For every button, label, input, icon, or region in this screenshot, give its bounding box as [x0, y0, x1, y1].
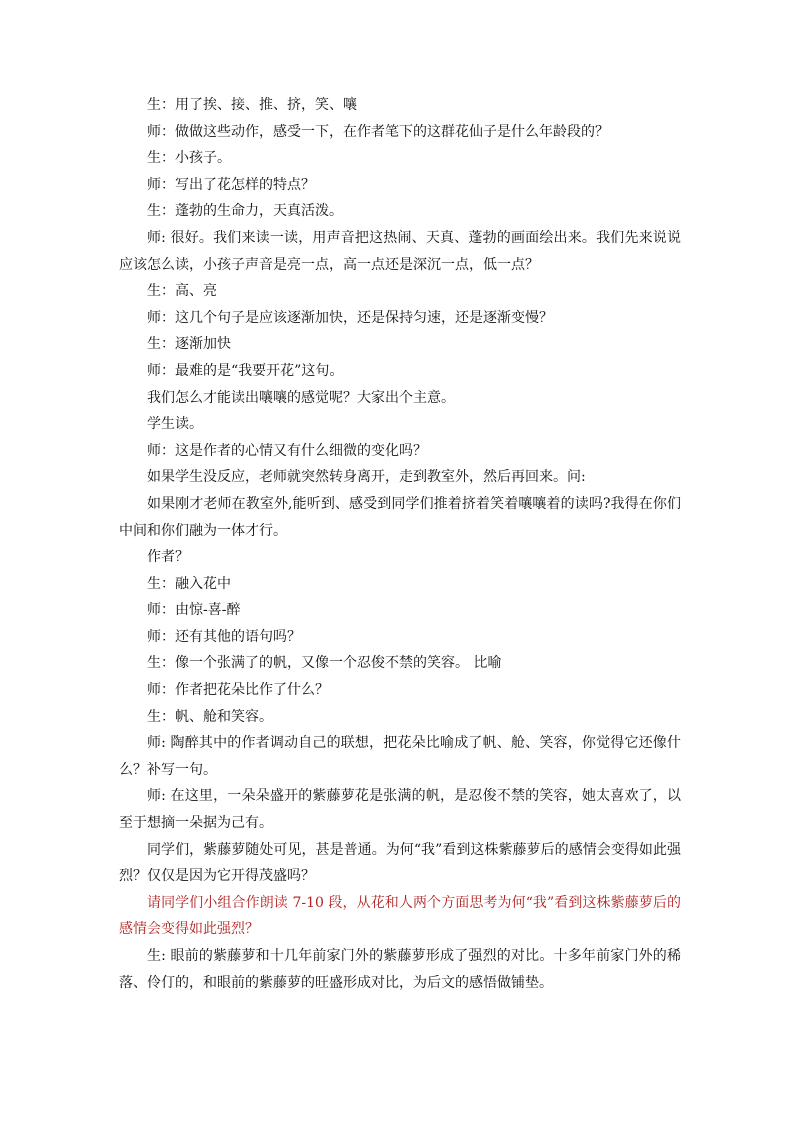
paragraph: 师: 在这里，一朵朵盛开的紫藤萝花是张满的帆，是忍俊不禁的笑容，她太喜欢了，以至于想摘一朵据为己有。	[119, 788, 681, 832]
paragraph: 如果学生没反应，老师就突然转身离开，走到教室外，然后再回来。问:	[147, 469, 586, 486]
paragraph: 生：用了挨、接、推、挤，笑、嚷	[147, 97, 357, 113]
highlighted-task-paragraph: 请同学们小组合作朗读 7-10 段，从花和人两个方面思考为何“我”看到这株紫藤萝后的感情会变得如此强烈？	[119, 894, 681, 938]
document-body	[119, 92, 681, 996]
paragraph: 生：帆、舱和笑容。	[147, 708, 273, 725]
paragraph: 师: 很好。我们来读一读，用声音把这热闹、天真、蓬勃的画面绘出来。我们先来说说应该怎么读，小孩子声音是亮一点，高一点还是深沉一点，低一点？	[119, 229, 681, 273]
paragraph: 生：高、亮	[147, 283, 217, 300]
paragraph: 师：这几个句子是应该逐渐加快，还是保持匀速，还是逐渐变慢？	[147, 309, 553, 326]
paragraph: 生：逐渐加快	[147, 336, 231, 353]
paragraph: 师：作者把花朵比作了什么？	[147, 682, 329, 699]
paragraph: 师：由惊-喜-醉	[147, 602, 241, 619]
paragraph: 师：写出了花怎样的特点？	[147, 176, 315, 193]
paragraph: 生：像一个张满了的帆，又像一个忍俊不禁的笑容。 比喻	[147, 655, 502, 672]
paragraph: 同学们，紫藤萝随处可见，甚是普通。为何“我”看到这株紫藤萝后的感情会变得如此强烈？仅仅是因为它开得茂盛吗？	[119, 841, 681, 885]
paragraph: 生：融入花中	[147, 575, 231, 592]
paragraph: 师：最难的是“我要开花”这句。	[147, 362, 344, 379]
paragraph: 作者？	[147, 549, 189, 566]
paragraph: 生：蓬勃的生命力，天真活泼。	[147, 203, 343, 220]
paragraph: 学生读。	[147, 416, 203, 433]
paragraph: 师：这是作者的心情又有什么细微的变化吗？	[147, 442, 427, 459]
paragraph: 如果刚才老师在教室外,能听到、感受到同学们推着挤着笑着嚷嚷着的读吗?我得在你们中间和你们融为一体才行。	[119, 495, 681, 539]
paragraph: 生: 眼前的紫藤萝和十几年前家门外的紫藤萝形成了强烈的对比。十多年前家门外的稀落、伶仃的，和眼前的紫藤萝的旺盛形成对比，为后文的感悟做铺垫。	[119, 948, 681, 991]
paragraph: 师：做做这些动作，感受一下，在作者笔下的这群花仙子是什么年龄段的？	[147, 123, 609, 140]
paragraph: 生：小孩子。	[147, 150, 231, 167]
paragraph: 师: 陶醉其中的作者调动自己的联想，把花朵比喻成了帆、舱、笑容，你觉得它还像什么？补写一句。	[119, 735, 681, 778]
paragraph: 我们怎么才能读出嚷嚷的感觉呢？大家出个主意。	[147, 389, 455, 406]
paragraph: 师：还有其他的语句吗？	[147, 628, 301, 645]
